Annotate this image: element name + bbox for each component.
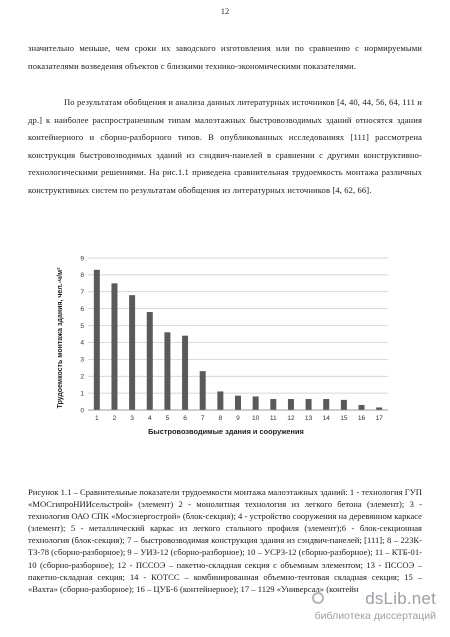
bar-12 — [288, 399, 294, 410]
bar-1 — [94, 270, 100, 410]
bar-8 — [217, 391, 223, 410]
paragraph-main: По результатам обобщения и анализа данных литературных источников [4, 40, 44, 56, 64, 111 и др.] к наиболее распространенным типам малоэтажных быстровозводимых зданий относятся здания контейнерного и сборно-разборного типов. В опубликованных исследованиях [111] рассмотрена конструкция быстровозводимых зданий из сэндвич-панелей в сравнении с другими конструктивно-технологическими решениями. На рис.1.1 приведена сравнительная трудоемкость монтажа различных конструктивных систем по результатам обобщения из литературных источников [4, 62, 66]. — [28, 97, 422, 195]
figure-caption: Рисунок 1.1 – Сравнительные показатели трудоемкости монтажа малоэтажных зданий: 1 - технология ГУП «МОСгипроНИИсельстрой» (элемент) 2 - монолитная технология из легкого бетона (элемент); 3 - технология ОАО СПК «Мосэнергострой» (блок-секция); 4 - устройство сооружения на деревянном каркасе (элемент); 5 - металлический каркас из легкого стального профиля (элемент);6 - блок-секционная технология (блок-секция); 7 – быстровозводимая конструкция здания из сэндвич-панелей; [111]; 8 – 223К-ТЗ-78 (сборно-разборное); 9 – УИЗ-12 (сборно-разборное); 10 – УСРЗ-12 (сборно-разборное); 11 – КТБ-01-10 (сборно-разборное); 12 - ПССОЭ – пакетно-складная секция с объемным элементом; 13 - ПССОЭ – пакетно-складная секция; 14 - КОТСС – комбинированная объемно-тентовая складная секция; 15 – «Вахта» (сборно-разборное); 16 – ЦУБ-6 (контейнерное); 17 – 1129 «Универсал» (контейн — [28, 487, 422, 594]
x-tick-label: 13 — [304, 415, 313, 422]
x-tick-label: 5 — [165, 415, 170, 422]
bar-11 — [270, 399, 276, 410]
x-tick-label: 4 — [147, 415, 152, 422]
x-tick-label: 6 — [183, 415, 187, 422]
y-tick-label: 1 — [80, 390, 84, 398]
page-number: 12 — [220, 6, 230, 16]
bar-3 — [129, 295, 135, 410]
bar-7 — [200, 371, 206, 410]
bar-9 — [235, 396, 241, 410]
paragraph-intro: значительно меньше, чем сроки их заводского изготовления или по сравнению с нормируемыми показателями возведения объектов с близкими технико-экономическими показателями. — [28, 43, 422, 71]
x-tick-label: 8 — [218, 415, 223, 422]
y-tick-label: 2 — [80, 373, 84, 381]
x-tick-label: 15 — [340, 415, 348, 422]
watermark-logo-icon — [312, 592, 324, 604]
x-tick-label: 11 — [269, 415, 277, 422]
x-tick-label: 12 — [287, 415, 295, 422]
chart-svg — [52, 252, 402, 462]
y-tick-label: 0 — [80, 407, 84, 415]
x-tick-label: 9 — [236, 415, 240, 422]
x-tick-label: 1 — [94, 415, 99, 422]
watermark-logo: dsLib.net — [365, 589, 436, 608]
y-tick-label: 4 — [80, 339, 84, 347]
x-axis-label: Быстровозводимые здания и сооружения — [148, 427, 304, 436]
x-tick-label: 17 — [375, 415, 383, 422]
y-tick-label: 3 — [80, 356, 84, 364]
bar-16 — [359, 405, 365, 410]
bar-5 — [164, 332, 170, 410]
bar-4 — [147, 312, 153, 410]
bar-6 — [182, 336, 188, 410]
x-tick-label: 14 — [322, 415, 330, 422]
bar-13 — [306, 399, 312, 410]
bar-2 — [111, 283, 117, 410]
y-tick-label: 7 — [80, 289, 84, 297]
bar-15 — [341, 400, 347, 410]
y-tick-label: 6 — [80, 305, 84, 313]
y-axis-label: Трудоемкость монтажа здания, чел.-ч/м² — [57, 267, 64, 409]
watermark — [292, 589, 442, 629]
x-tick-label: 2 — [112, 415, 117, 422]
y-tick-labels — [80, 255, 84, 414]
y-tick-label: 8 — [80, 272, 84, 280]
bar-10 — [253, 396, 259, 410]
y-tick-label: 9 — [80, 255, 84, 263]
x-tick-labels — [95, 415, 383, 422]
y-tick-label: 5 — [80, 322, 84, 330]
bar-chart — [52, 252, 402, 462]
x-tick-label: 3 — [130, 415, 134, 422]
chart-bars — [94, 270, 382, 410]
x-tick-label: 16 — [357, 415, 366, 422]
watermark-tagline: библиотека диссертаций — [314, 610, 436, 622]
x-tick-label: 10 — [251, 415, 260, 422]
bar-14 — [323, 399, 329, 410]
x-tick-label: 7 — [200, 415, 205, 422]
